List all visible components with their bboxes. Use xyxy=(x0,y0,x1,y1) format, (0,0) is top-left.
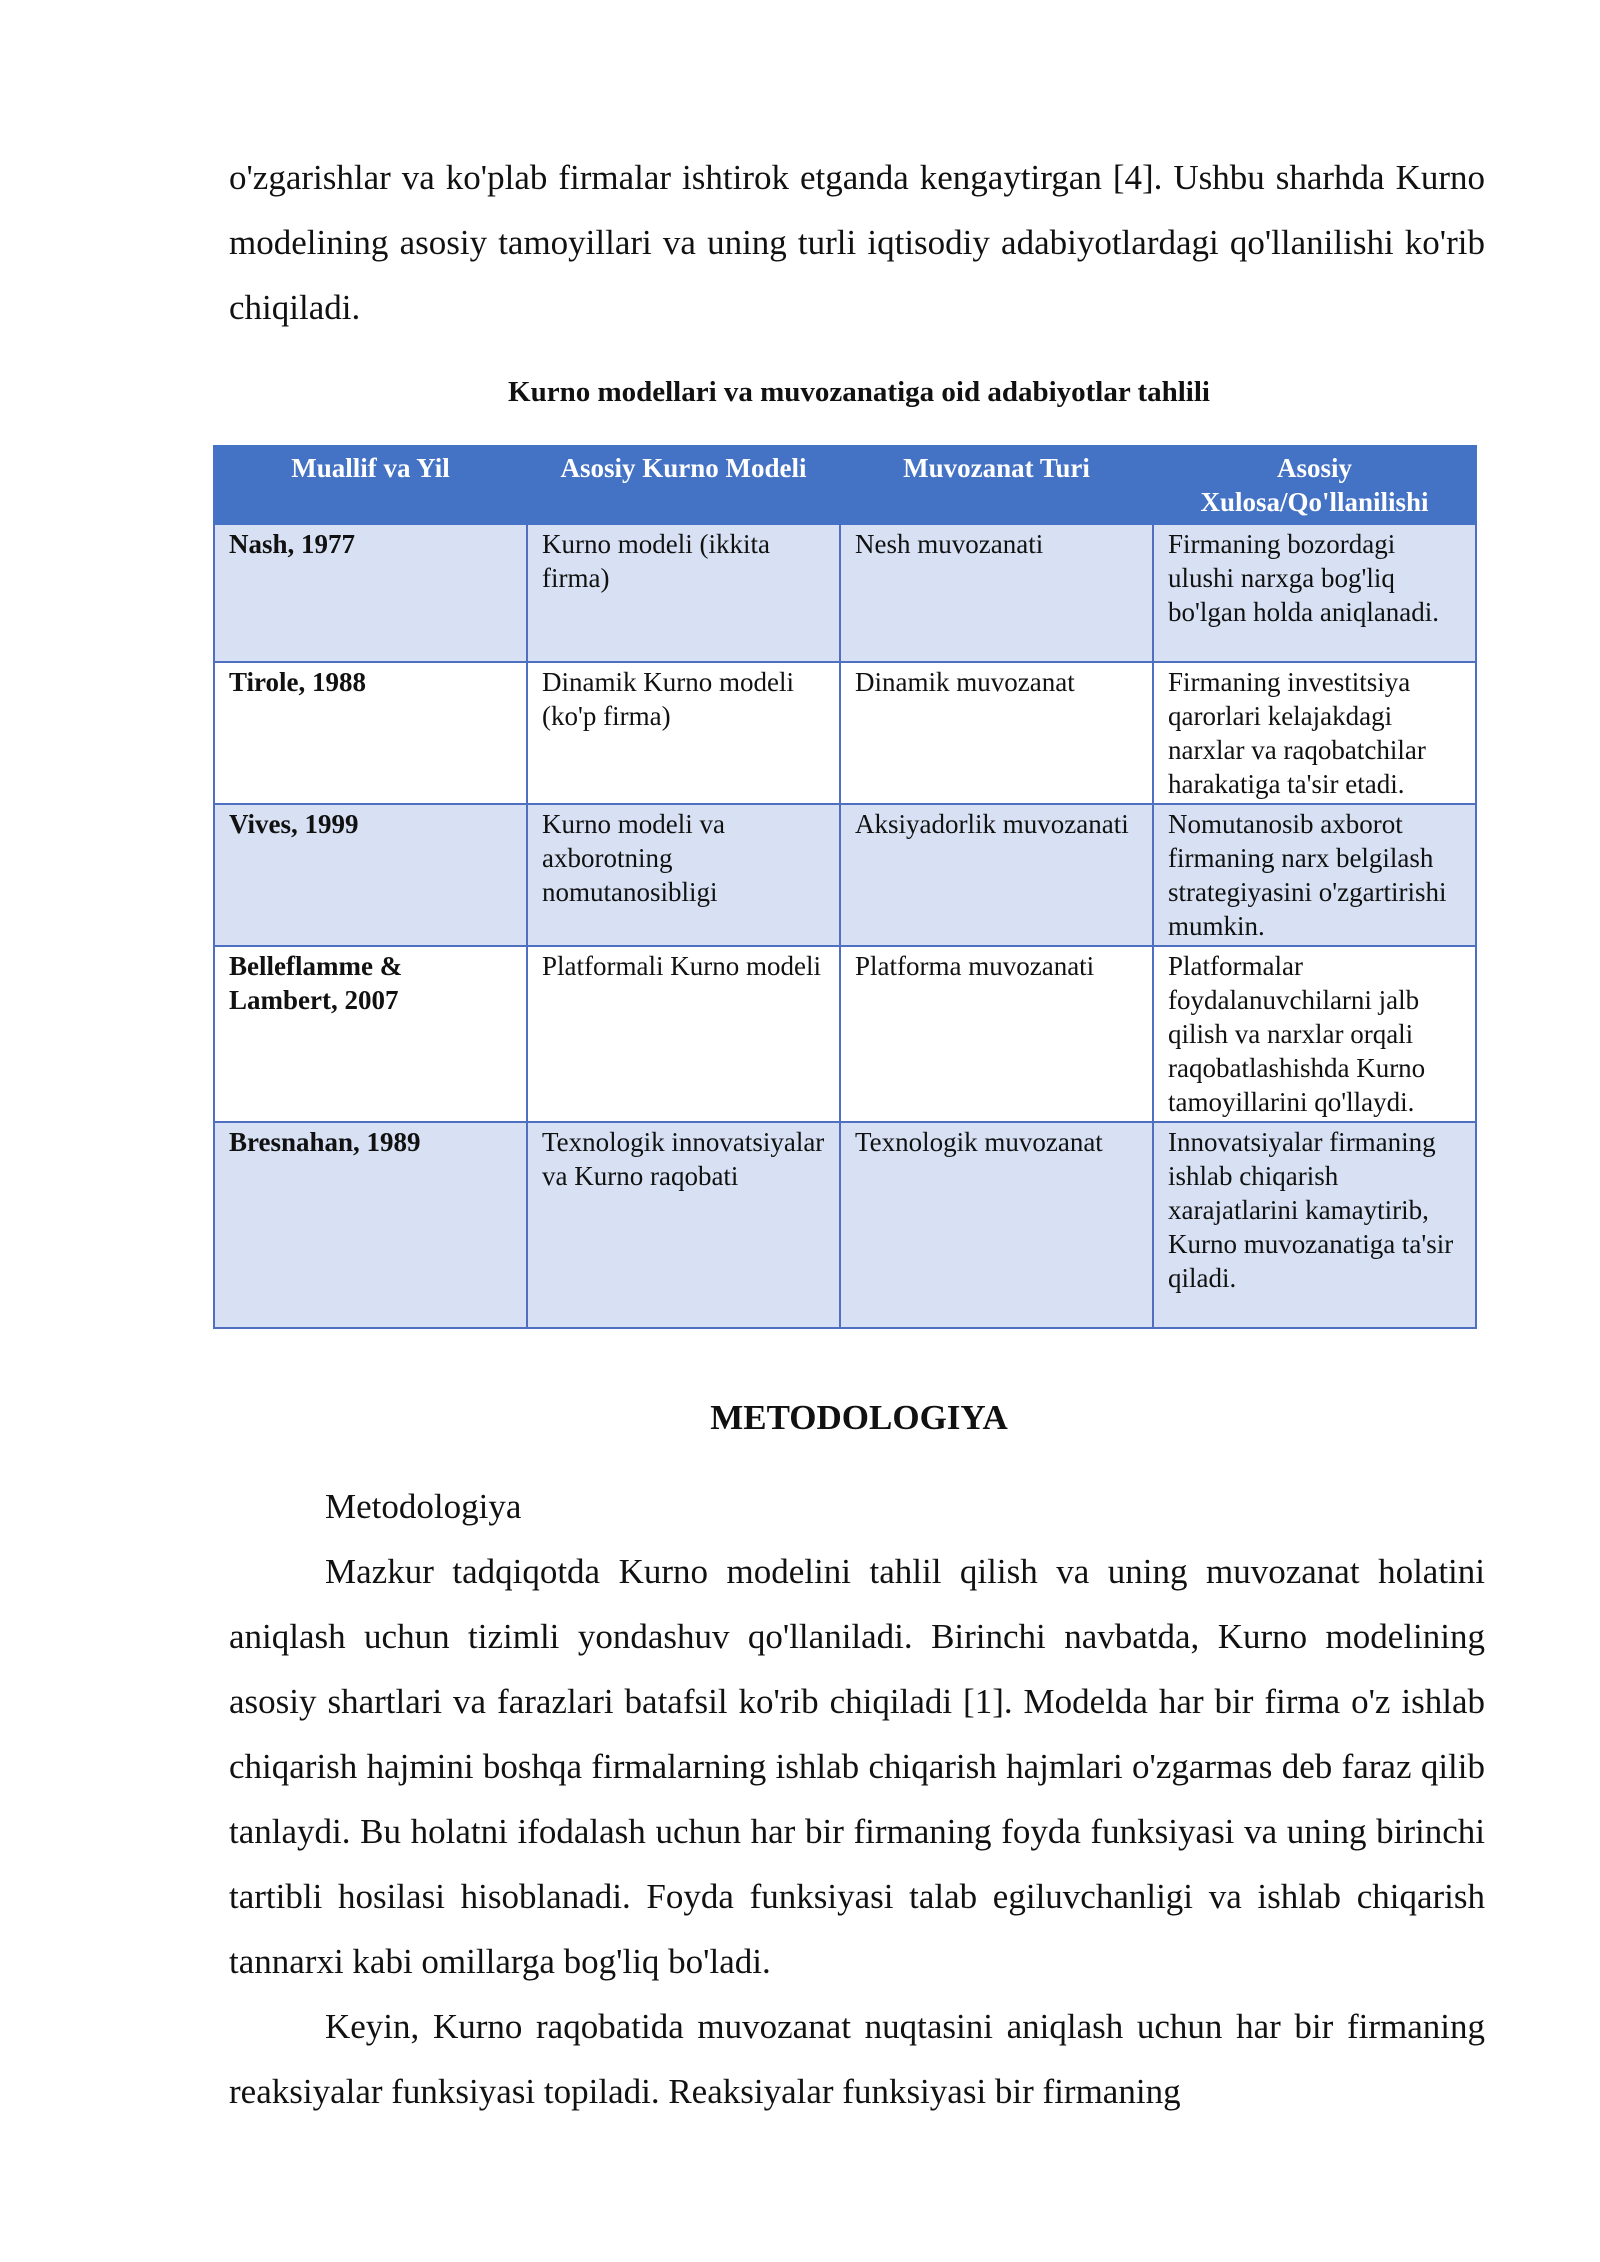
table-row xyxy=(214,946,1476,1122)
methodology-paragraph-2: Keyin, Kurno raqobatida muvozanat nuqtasini aniqlash uchun har bir firmaning reaksiyalar funksiyasi topiladi. Reaksiyalar funksiyasi bir firmaning xyxy=(229,2007,1485,2111)
cell-model: Dinamik Kurno modeli (ko'p firma) xyxy=(527,662,840,804)
cell-conclusion: Innovatsiyalar firmaning ishlab chiqarish xarajatlarini kamaytirib, Kurno muvozanatiga ta'sir qiladi. xyxy=(1153,1122,1476,1328)
table-header-row xyxy=(214,446,1476,524)
cell-model: Kurno modeli va axborotning nomutanosibligi xyxy=(527,804,840,946)
header-author: Muallif va Yil xyxy=(214,446,527,524)
cell-model: Texnologik innovatsiyalar va Kurno raqobati xyxy=(527,1122,840,1328)
cell-equilibrium: Texnologik muvozanat xyxy=(840,1122,1153,1328)
cell-model: Platformali Kurno modeli xyxy=(527,946,840,1122)
cell-conclusion: Platformalar foydalanuvchilarni jalb qilish va narxlar orqali raqobatlashishda Kurno tamoyillarini qo'llaydi. xyxy=(1153,946,1476,1122)
literature-table xyxy=(213,445,1477,1329)
subheading: Metodologiya xyxy=(325,1487,522,1526)
cell-equilibrium: Platforma muvozanati xyxy=(840,946,1153,1122)
table-row xyxy=(214,804,1476,946)
header-conclusion: Asosiy Xulosa/Qo'llanilishi xyxy=(1153,446,1476,524)
cell-author: Tirole, 1988 xyxy=(214,662,527,804)
cell-conclusion: Nomutanosib axborot firmaning narx belgilash strategiyasini o'zgartirishi mumkin. xyxy=(1153,804,1476,946)
methodology-paragraph-1: Mazkur tadqiqotda Kurno modelini tahlil qilish va uning muvozanat holatini aniqlash uchun tizimli yondashuv qo'llaniladi. Birinchi navbatda, Kurno modelining asosiy shartlari va farazlari batafsil ko'rib chiqiladi [1]. Modelda har bir firma o'z ishlab chiqarish hajmini boshqa firmalarning ishlab chiqarish hajmlari o'zgarmas deb faraz qilib tanlaydi. Bu holatni ifodalash uchun har bir firmaning foyda funksiyasi va uning birinchi tartibli hosilasi hisoblanadi. Foyda funksiyasi talab egiluvchanligi va ishlab chiqarish tannarxi kabi omillarga bog'liq bo'ladi. xyxy=(229,1552,1485,1981)
cell-author: Belleflamme & Lambert, 2007 xyxy=(214,946,527,1122)
header-equilibrium: Muvozanat Turi xyxy=(840,446,1153,524)
table-row xyxy=(214,524,1476,662)
section-heading: METODOLOGIYA xyxy=(710,1398,1008,1437)
cell-author: Bresnahan, 1989 xyxy=(214,1122,527,1328)
cell-model: Kurno modeli (ikkita firma) xyxy=(527,524,840,662)
cell-equilibrium: Dinamik muvozanat xyxy=(840,662,1153,804)
table-caption: Kurno modellari va muvozanatiga oid adabiyotlar tahlili xyxy=(508,376,1210,408)
table-row xyxy=(214,662,1476,804)
cell-conclusion: Firmaning investitsiya qarorlari kelajakdagi narxlar va raqobatchilar harakatiga ta'sir etadi. xyxy=(1153,662,1476,804)
table-row xyxy=(214,1122,1476,1328)
cell-author: Vives, 1999 xyxy=(214,804,527,946)
cell-author: Nash, 1977 xyxy=(214,524,527,662)
intro-paragraph: o'zgarishlar va ko'plab firmalar ishtirok etganda kengaytirgan [4]. Ushbu sharhda Kurno modelining asosiy tamoyillari va uning turli iqtisodiy adabiyotlardagi qo'llanilishi ko'rib chiqiladi. xyxy=(229,158,1485,327)
header-model: Asosiy Kurno Modeli xyxy=(527,446,840,524)
cell-equilibrium: Nesh muvozanati xyxy=(840,524,1153,662)
cell-conclusion: Firmaning bozordagi ulushi narxga bog'liq bo'lgan holda aniqlanadi. xyxy=(1153,524,1476,662)
cell-equilibrium: Aksiyadorlik muvozanati xyxy=(840,804,1153,946)
